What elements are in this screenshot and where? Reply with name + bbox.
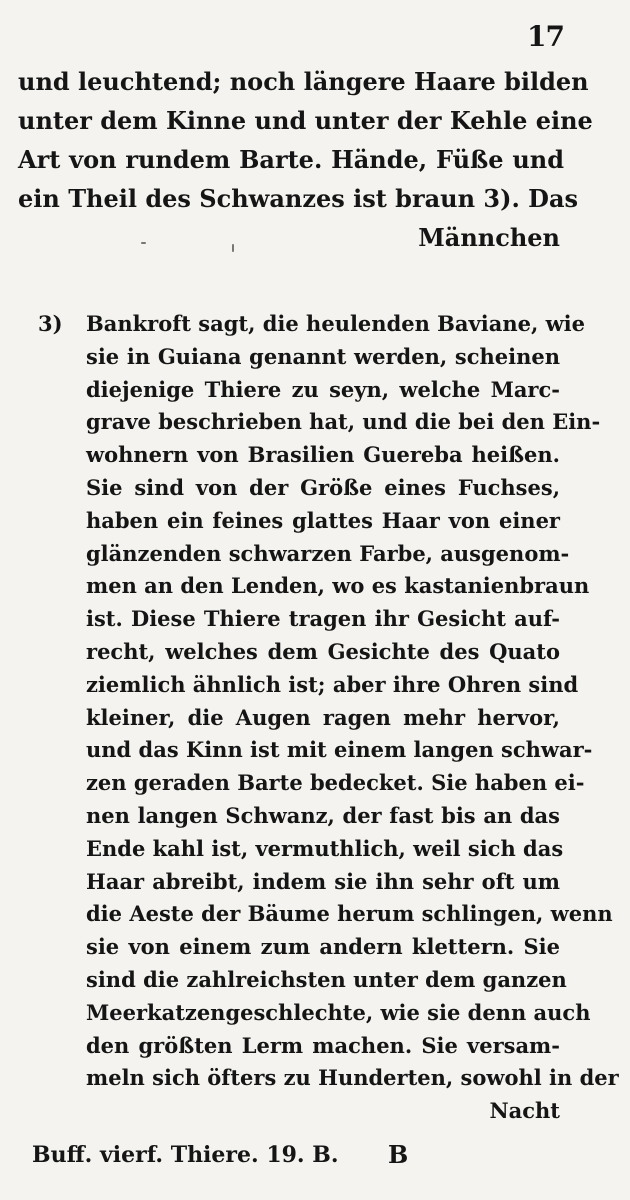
main-line: und leuchtend; noch längere Haare bilden [18,67,589,96]
footnote-line: grave beschrieben hat, und die bei den Ein- [86,409,601,435]
footnote-line: ist. Diese Thiere tragen ihr Gesicht auf- [86,606,560,632]
footnote-line: diejenige Thiere zu seyn, welche Marc- [86,376,560,402]
catchword-top: Männchen [418,223,560,252]
footnote [38,308,619,1128]
footnote-line: nen langen Schwanz, der fast bis an das [86,802,560,828]
ink-speck [232,244,234,252]
footnote-line: Haar abreibt, indem sie ihn sehr oft um [86,868,560,894]
footnote-line: die Aeste der Bäume herum schlingen, wenn [86,901,613,927]
footnote-line: Meerkatzengeschlechte, wie sie denn auch [86,999,591,1025]
footnote-line: sie in Guiana genannt werden, scheinen [86,343,560,369]
footnote-catchword: Nacht [489,1098,560,1124]
footnote-body [86,308,619,1128]
footnote-line: sie von einem zum andern klettern. Sie [86,934,560,960]
ink-speck [141,242,146,244]
signature-line: Buff. vierf. Thiere. 19. B. [32,1142,339,1168]
footnote-line: den größten Lerm machen. Sie versam- [86,1032,560,1058]
footnote-line: glänzenden schwarzen Farbe, ausgenom- [86,540,570,566]
footnote-line: zen geraden Barte bedecket. Sie haben ei- [86,770,585,796]
footnote-line: recht, welches dem Gesichte des Quato [86,638,560,664]
footnote-line: sind die zahlreichsten unter dem ganzen [86,966,567,992]
footnote-line: Ende kahl ist, vermuthlich, weil sich das [86,835,564,861]
footnote-line: wohnern von Brasilien Guereba heißen. [86,442,560,468]
footnote-line: kleiner, die Augen ragen mehr hervor, [86,704,560,730]
footnote-line: ziemlich ähnlich ist; aber ihre Ohren sind [86,671,579,697]
main-line: Art von rundem Barte. Hände, Füße und [18,145,564,174]
footnote-line: haben ein feines glattes Haar von einer [86,507,560,533]
signature-mark: B [388,1140,409,1169]
footnote-line: meln sich öfters zu Hunderten, sowohl in der [86,1065,619,1091]
main-line: ein Theil des Schwanzes ist braun 3). Das [18,184,579,213]
footnote-marker: 3) [38,311,63,336]
main-text-block [18,62,593,257]
footnote-line: Sie sind von der Größe eines Fuchses, [86,474,560,500]
main-line: unter dem Kinne und unter der Kehle eine [18,106,593,135]
footnote-line: men an den Lenden, wo es kastanienbraun [86,573,590,599]
footnote-line: und das Kinn ist mit einem langen schwar- [86,737,593,763]
footnote-line: Bankroft sagt, die heulenden Baviane, wie [86,311,585,336]
page-number: 17 [527,20,564,53]
